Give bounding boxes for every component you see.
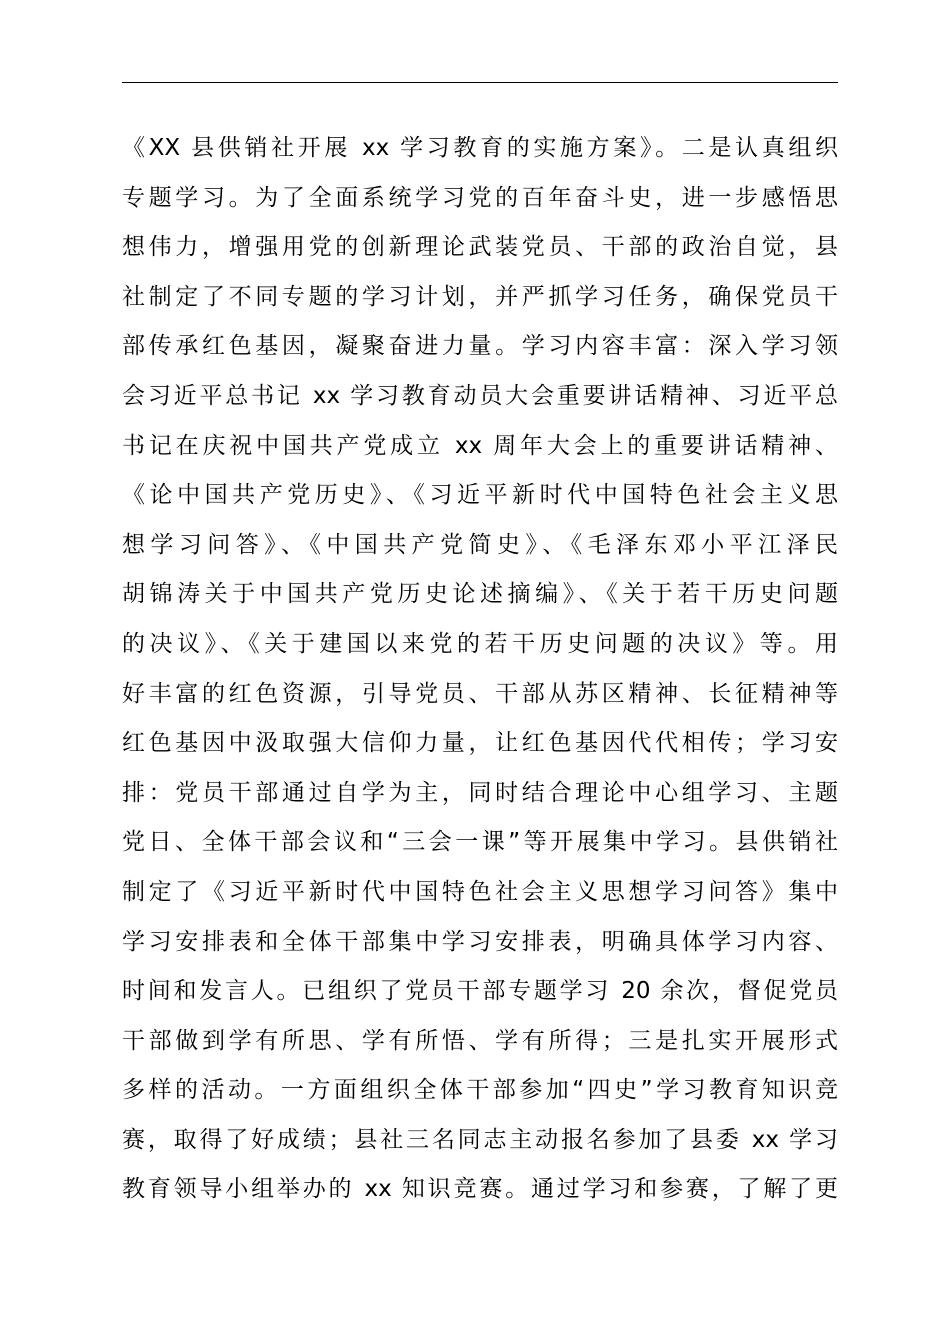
text-line: 胡锦涛关于中国共产党历史论述摘编》、《关于若干历史问题 (122, 581, 838, 608)
body-paragraph (122, 124, 838, 1215)
text-line: 红色基因中汲取强大信仰力量，让红色基因代代相传；学习安 (122, 730, 838, 757)
text-line: 多样的活动。一方面组织全体干部参加“四史”学习教育知识竞 (122, 1077, 838, 1104)
text-line: 党日、全体干部会议和“三会一课”等开展集中学习。县供销社 (122, 829, 838, 856)
text-line: 的决议》、《关于建国以来党的若干历史问题的决议》等。用 (122, 630, 838, 657)
header-rule (122, 82, 838, 83)
text-line: 制定了《习近平新时代中国特色社会主义思想学习问答》集中 (122, 878, 838, 905)
text-line: 专题学习。为了全面系统学习党的百年奋斗史，进一步感悟思 (122, 184, 838, 211)
text-line: 赛，取得了好成绩；县社三名同志主动报名参加了县委 xx 学习 (122, 1126, 838, 1153)
text-line: 想学习问答》、《中国共产党简史》、《毛泽东邓小平江泽民 (122, 531, 838, 558)
text-line: 《XX 县供销社开展 xx 学习教育的实施方案》。二是认真组织 (122, 135, 838, 161)
text-line: 学习安排表和全体干部集中学习安排表，明确具体学习内容、 (122, 928, 838, 955)
text-line: 会习近平总书记 xx 学习教育动员大会重要讲话精神、习近平总 (122, 382, 838, 409)
text-line: 时间和发言人。已组织了党员干部专题学习 20 余次，督促党员 (122, 978, 838, 1005)
text-line: 干部做到学有所思、学有所悟、学有所得；三是扎实开展形式 (122, 1027, 838, 1054)
text-line: 好丰富的红色资源，引导党员、干部从苏区精神、长征精神等 (122, 680, 838, 707)
text-line: 书记在庆祝中国共产党成立 xx 周年大会上的重要讲话精神、 (122, 432, 838, 459)
text-line: 《论中国共产党历史》、《习近平新时代中国特色社会主义思 (122, 482, 838, 509)
text-line: 教育领导小组举办的 xx 知识竞赛。通过学习和参赛，了解了更 (122, 1176, 838, 1203)
text-line: 社制定了不同专题的学习计划，并严抓学习任务，确保党员干 (122, 283, 838, 310)
text-line: 部传承红色基因，凝聚奋进力量。学习内容丰富：深入学习领 (122, 333, 838, 360)
text-line: 排：党员干部通过自学为主，同时结合理论中心组学习、主题 (122, 779, 838, 806)
text-line: 想伟力，增强用党的创新理论武装党员、干部的政治自觉，县 (122, 234, 838, 261)
